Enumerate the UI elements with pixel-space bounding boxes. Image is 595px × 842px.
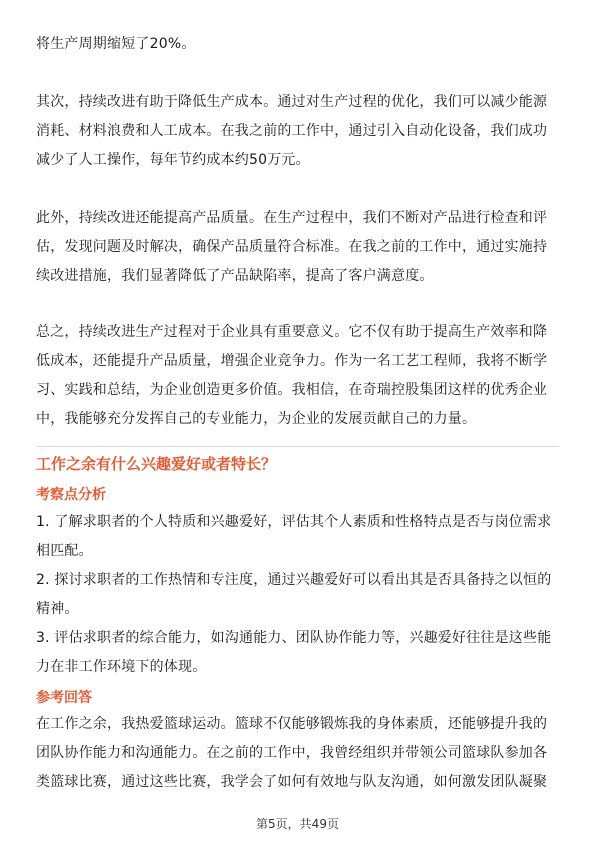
page-number-footer: 第5页，共49页 [256,817,339,831]
reference-answer [36,710,547,797]
list-item [36,508,551,566]
paragraph-1 [36,30,196,59]
analysis-title: 考察点分析 [36,487,106,503]
analysis-list [36,508,551,682]
reference-answer-title: 参考回答 [36,690,92,706]
list-item-line: 2. 探讨求职者的工作热情和专注度，通过兴趣爱好可以看出其是否具备持之以恒的 [36,572,552,588]
question-heading: 工作之余有什么兴趣爱好或者特长？ [36,455,277,473]
text-line: 总之，持续改进生产过程对于企业具有重要意义。它不仅有助于提高生产效率和降 [36,324,548,340]
text-line: 估，发现问题及时解决，确保产品质量符合标准。在我之前的工作中，通过实施持 [36,239,548,255]
text-line: 习、实践和总结，为企业创造更多价值。我相信，在奇瑞控股集团这样的优秀企业 [36,382,548,398]
list-item-line: 精神。 [36,601,79,617]
list-item [36,566,551,624]
text-line: 在工作之余，我热爱篮球运动。篮球不仅能够锻炼我的身体素质，还能够提升我的 [36,716,548,732]
paragraph-2 [36,88,547,175]
text-line: 减少了人工操作，每年节约成本约50万元。 [36,152,310,168]
text-line: 低成本，还能提升产品质量，增强企业竞争力。作为一名工艺工程师，我将不断学 [36,353,548,369]
list-item [36,624,551,682]
list-item-line: 相匹配。 [36,543,93,559]
text-line: 其次，持续改进有助于降低生产成本。通过对生产过程的优化，我们可以减少能源 [36,94,548,110]
list-item-line: 3. 评估求职者的综合能力，如沟通能力、团队协作能力等，兴趣爱好往往是这些能 [36,630,552,646]
paragraph-3 [36,204,547,291]
list-item-line: 1. 了解求职者的个人特质和兴趣爱好，评估其个人素质和性格特点是否与岗位需求 [36,514,552,530]
text-line: 续改进措施，我们显著降低了产品缺陷率，提高了客户满意度。 [36,268,434,284]
text-line: 消耗、材料浪费和人工成本。在我之前的工作中，通过引入自动化设备，我们成功 [36,123,548,139]
text-line: 中，我能够充分发挥自己的专业能力，为企业的发展贡献自己的力量。 [36,411,477,427]
section-divider [36,446,559,447]
text-line: 此外，持续改进还能提高产品质量。在生产过程中，我们不断对产品进行检查和评 [36,210,548,226]
text-line: 将生产周期缩短了20%。 [36,36,196,52]
text-line: 类篮球比赛，通过这些比赛，我学会了如何有效地与队友沟通，如何激发团队凝聚 [36,774,548,790]
paragraph-4 [36,318,547,434]
list-item-line: 力在非工作环境下的体现。 [36,659,207,675]
text-line: 团队协作能力和沟通能力。在之前的工作中，我曾经组织并带领公司篮球队参加各 [36,745,548,761]
